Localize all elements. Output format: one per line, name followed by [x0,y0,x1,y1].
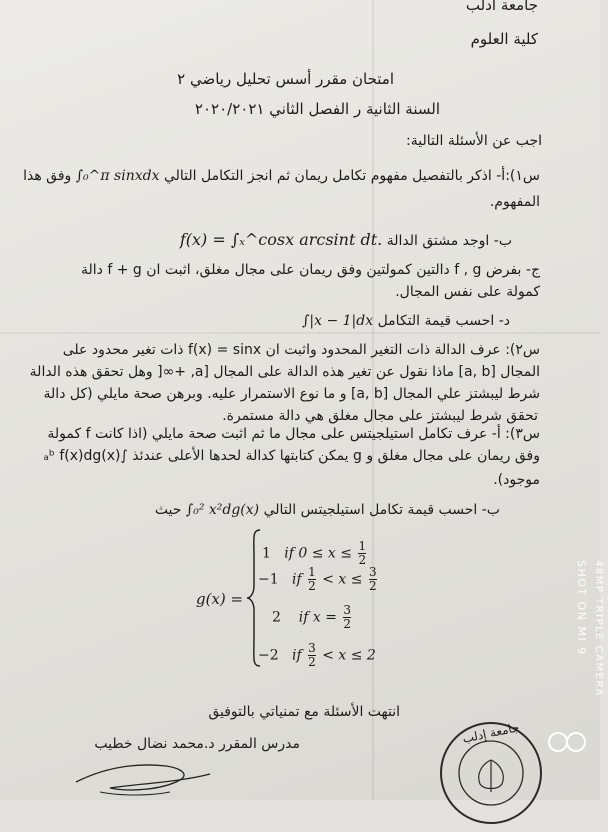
q3-b-text: ب- احسب قيمة تكامل استيلجيتس التالي [263,502,500,518]
frac-den: 2 [368,579,377,593]
q1-b-formula: f(x) = ∫ₓ^cosx arcsint dt. [179,230,383,249]
q3-b-tail: حيث [154,502,182,518]
case-row-4 [258,642,376,669]
teacher-line: مدرس المقرر د.محمد نضال خطيب [94,736,300,752]
case-row-1 [262,540,368,567]
case-fraction [358,540,366,567]
q2-line2: المجال [a, b] ماذا نقول عن تغير هذه الدالة على المجال [a, +∞[ وهل تحقق هذه الدالة [29,364,540,380]
q3-a-line3: موجود). [493,472,540,488]
q1-d-line [302,313,510,329]
q3-a-line1: س٣): أ- عرف تكامل استيلجيتس على مجال ما ثم اثبت صحة مايلي (اذا كانت f كمولة [47,426,540,442]
frac-den: 2 [343,617,352,631]
q1-a-line2: المفهوم. [489,194,540,210]
faculty-name: كلية العلوم [470,30,538,48]
closing-line: انتهت الأسئلة مع تمنياتي بالتوفيق [208,704,400,720]
q1-a-line [23,168,540,184]
frac-den: 2 [358,553,367,567]
case-condition: if [292,647,302,664]
university-stamp [436,718,546,828]
case-condition: if 0 ≤ x ≤ [284,545,353,562]
university-name: جامعة ادلب [465,0,538,14]
q1-c-line2: كمولة على نفس المجال. [395,284,540,300]
case-condition: if x = [298,609,337,626]
q2-line1: س٢): عرف الدالة ذات التغير المحدود واثبت ان f(x) = sinx ذات تغير محدود على [62,342,540,358]
frac-den: 2 [308,579,316,593]
case-condition: if [292,571,302,588]
q1-d-integral: ∫|x − 1|dx [302,313,374,329]
g-label: g(x) = [196,590,244,608]
q3-b-integral: ∫₀² x²dg(x) [185,502,260,518]
q1-b-text: ب- اوجد مشتق الدالة [386,233,512,249]
q2-line4: تحقق شرط ليبشتز على مجال مغلق هي دالة مستمرة. [222,408,538,424]
case-fraction [308,642,316,669]
camera-logo-icon [548,732,588,752]
paper-fold [0,332,600,334]
frac-num: 3 [368,565,377,579]
case-condition: < x ≤ 2 [322,647,376,664]
camera-watermark-line2: 48MP TRIPLE CAMERA [593,560,604,697]
case-row-2 [258,566,379,593]
case-row-3 [272,604,353,631]
frac-den: 2 [308,655,316,669]
case-condition: < x ≤ [322,571,363,588]
frac-num: 3 [308,641,316,655]
case-value: −2 [258,647,279,664]
signature-icon [70,752,220,800]
case-value: 2 [272,609,281,626]
exam-term: السنة الثانية ر الفصل الثاني ٢٠٢٠/٢٠٢١ [194,100,440,118]
instruction: اجب عن الأسئلة التالية: [406,133,542,149]
q3-b-line [155,502,500,518]
case-value: 1 [262,545,271,562]
q3-a-line2: وفق ريمان على مجال مغلق و g يمكن كتابتها كدالة لحدها الأعلى عندئذ ∫ₐᵇ f(x)dg(x) [43,448,540,464]
case-fraction [343,604,351,631]
q1-a-text: س١):أ- اذكر بالتفصيل مفهوم تكامل ريمان ثم انجز التكامل التالي [163,168,540,184]
q1-a-tail: وفق هذا [23,168,72,184]
frac-num: 1 [358,539,367,553]
q1-b-line [180,230,512,249]
q1-a-integral: ∫₀^π sinxdx [75,168,160,184]
frac-num: 3 [343,603,352,617]
q2-line3: شرط ليبشتز علي المجال [a, b] و ما نوع الاستمرار عليه. وبرهن صحة مايلي (كل دالة [43,386,540,402]
case-value: −1 [258,571,279,588]
q1-d-text: د- احسب قيمة التكامل [377,313,510,329]
frac-num: 1 [308,565,316,579]
exam-title: امتحان مقرر أسس تحليل رياضي ٢ [177,70,394,88]
case-fraction [369,566,377,593]
q1-c-line1: ج- بفرض f , g دالتين كمولتين وفق ريمان على مجال مغلق، اثبت ان f + g دالة [80,262,540,278]
camera-watermark-2 [586,560,608,760]
stamp-text: جامعة إدلب [461,720,521,746]
case-fraction [308,566,316,593]
camera-watermark-line1: SHOT ON MI 9 [575,560,588,656]
